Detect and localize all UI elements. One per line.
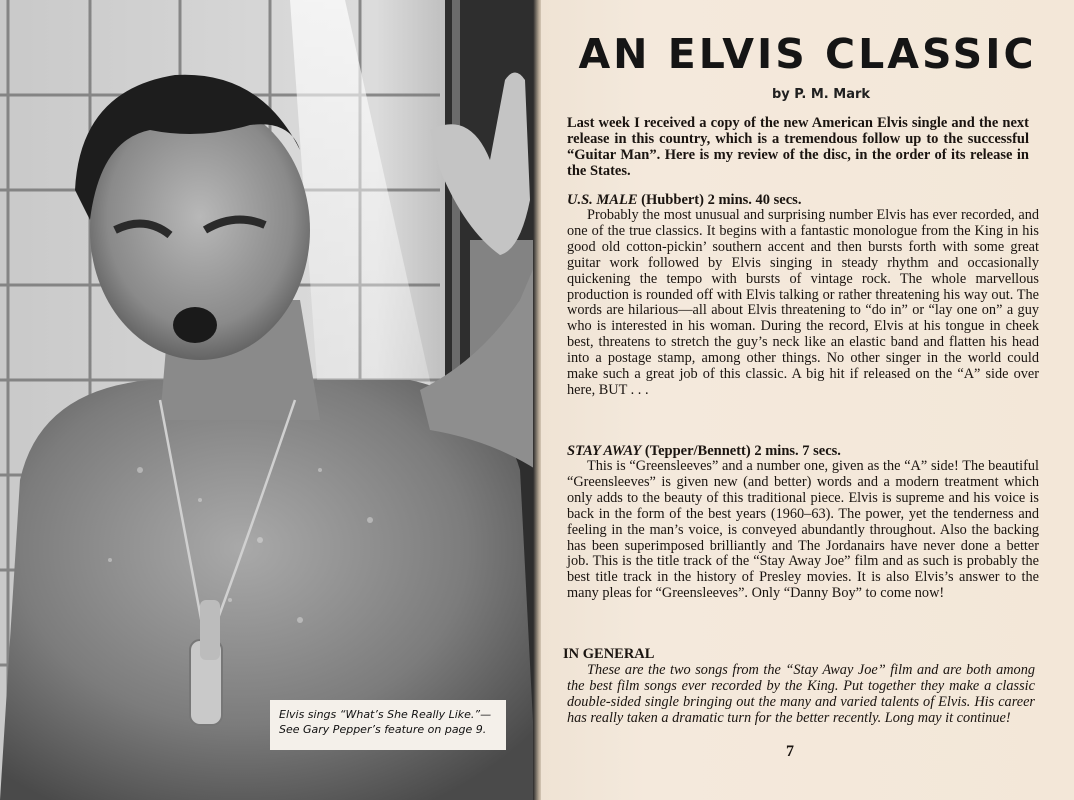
song-meta-us-male: (Hubbert) 2 mins. 40 secs. bbox=[637, 192, 802, 208]
article-headline: AN ELVIS CLASSIC bbox=[578, 30, 1037, 78]
section-heading-us-male bbox=[567, 192, 801, 208]
right-page-article bbox=[541, 0, 1074, 800]
article-byline: by P. M. Mark bbox=[771, 87, 871, 102]
review-body-stay-away: This is “Greensleeves” and a number one, given as the “A” side! The beautiful “Greensleeves” is given new (and better) words and a modern treatment which only adds to the beauty of this traditional piece. Elvis is supreme and his voice is back in the form of the best years (1960–63). The power, yet the tenderness and feeling in the man’s voice, is conveyed abundantly throughout. Also the backing has been superimposed brilliantly and The Jordanairs have never done a better job. This is the title track of the “Stay Away Joe” film and as such is probably the best title track in the history of Presley movies. It is also Elvis’s answer to the many pleas for “Greensleeves”. Only “Danny Boy” to come now! bbox=[567, 458, 1039, 602]
section-heading-stay-away bbox=[567, 443, 841, 459]
page-number: 7 bbox=[786, 743, 794, 760]
song-title-us-male: U.S. MALE bbox=[567, 192, 638, 208]
caption-line-2: See Gary Pepper’s feature on page 9. bbox=[279, 723, 487, 736]
song-title-stay-away: STAY AWAY bbox=[567, 443, 642, 459]
photo-caption bbox=[270, 700, 506, 750]
song-meta-stay-away: (Tepper/Bennett) 2 mins. 7 secs. bbox=[641, 443, 841, 459]
in-general-body: These are the two songs from the “Stay Away Joe” film and are both among the best film songs ever recorded by the King. Put together they make a classic double-sided single bringing out the many and varied talents of Elvis. His career has really taken a dramatic turn for the better recently. Long may it continue! bbox=[567, 662, 1035, 726]
caption-line-1: Elvis sings “What’s She Really Like.”— bbox=[279, 708, 492, 721]
article-intro: Last week I received a copy of the new American Elvis single and the next release in this country, which is a tremendous follow up to the successful “Guitar Man”. Here is my review of the disc, in the order of its release in the States. bbox=[567, 115, 1029, 179]
in-general-heading: IN GENERAL bbox=[563, 646, 655, 662]
review-body-us-male: Probably the most unusual and surprising number Elvis has ever recorded, and one of the true classics. It begins with a fantastic monologue from the King in his good old cotton-pickin’ southern accent and then bursts forth with some great guitar work followed by Elvis singing in steady rhythm and occasionally quickening the tempo with bursts of vintage rock. The whole marvellous production is rounded off with Elvis talking or rather threatening his way out. The words are hilarious—all about Elvis threatening to “do in” or “lay one on” a guy who is interested in his woman. During the record, Elvis at his tongue in cheek best, threatens to stretch the guy’s neck like an elastic band and flatten his head into a postage stamp, among other things. No other singer in the world could make such a great job of this classic. A big hit if released on the “A” side over here, BUT . . . bbox=[567, 207, 1039, 398]
